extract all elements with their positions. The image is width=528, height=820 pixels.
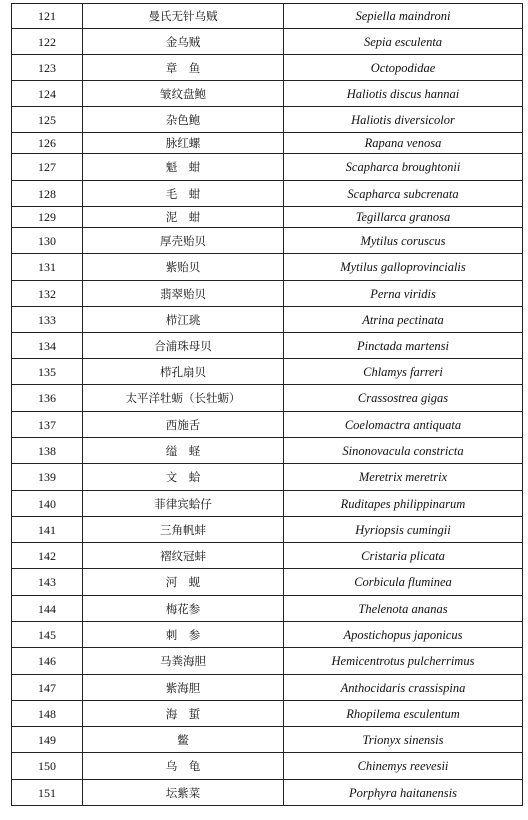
chinese-name-cell: 梅花参 <box>83 596 284 622</box>
table-row <box>12 333 523 359</box>
chinese-name-cell: 厚壳贻贝 <box>83 228 284 254</box>
table-row <box>12 154 523 181</box>
chinese-name-cell: 河 蚬 <box>83 569 284 596</box>
scientific-name-cell: Trionyx sinensis <box>284 727 523 753</box>
row-number-cell: 126 <box>12 133 83 154</box>
table-row <box>12 543 523 569</box>
chinese-name-cell: 魁 蚶 <box>83 154 284 181</box>
species-table-body <box>12 4 523 806</box>
row-number-cell: 122 <box>12 29 83 55</box>
table-row <box>12 254 523 281</box>
scientific-name-cell: Rhopilema esculentum <box>284 701 523 727</box>
row-number-cell: 148 <box>12 701 83 727</box>
row-number-cell: 135 <box>12 359 83 385</box>
chinese-name-cell: 章 鱼 <box>83 55 284 81</box>
table-row <box>12 385 523 412</box>
row-number-cell: 145 <box>12 622 83 648</box>
scientific-name-cell: Corbicula fluminea <box>284 569 523 596</box>
scientific-name-cell: Coelomactra antiquata <box>284 412 523 438</box>
table-row <box>12 359 523 385</box>
row-number-cell: 150 <box>12 753 83 780</box>
chinese-name-cell: 毛 蚶 <box>83 181 284 207</box>
row-number-cell: 142 <box>12 543 83 569</box>
chinese-name-cell: 曼氏无针乌贼 <box>83 4 284 29</box>
table-row <box>12 596 523 622</box>
scientific-name-cell: Chinemys reevesii <box>284 753 523 780</box>
row-number-cell: 123 <box>12 55 83 81</box>
table-row <box>12 281 523 307</box>
row-number-cell: 133 <box>12 307 83 333</box>
scientific-name-cell: Tegillarca granosa <box>284 207 523 228</box>
table-row <box>12 464 523 491</box>
chinese-name-cell: 三角帆蚌 <box>83 517 284 543</box>
scientific-name-cell: Hyriopsis cumingii <box>284 517 523 543</box>
scientific-name-cell: Rapana venosa <box>284 133 523 154</box>
species-table <box>11 3 523 806</box>
table-row <box>12 517 523 543</box>
chinese-name-cell: 乌 龟 <box>83 753 284 780</box>
row-number-cell: 131 <box>12 254 83 281</box>
scientific-name-cell: Atrina pectinata <box>284 307 523 333</box>
row-number-cell: 121 <box>12 4 83 29</box>
chinese-name-cell: 皱纹盘鲍 <box>83 81 284 107</box>
scientific-name-cell: Mytilus galloprovincialis <box>284 254 523 281</box>
scientific-name-cell: Scapharca broughtonii <box>284 154 523 181</box>
scientific-name-cell: Haliotis diversicolor <box>284 107 523 133</box>
row-number-cell: 137 <box>12 412 83 438</box>
table-row <box>12 622 523 648</box>
table-row <box>12 307 523 333</box>
chinese-name-cell: 紫海胆 <box>83 675 284 701</box>
row-number-cell: 144 <box>12 596 83 622</box>
row-number-cell: 128 <box>12 181 83 207</box>
table-row <box>12 228 523 254</box>
table-row <box>12 780 523 806</box>
chinese-name-cell: 马粪海胆 <box>83 648 284 675</box>
row-number-cell: 132 <box>12 281 83 307</box>
chinese-name-cell: 翡翠贻贝 <box>83 281 284 307</box>
chinese-name-cell: 太平洋牡蛎（长牡蛎） <box>83 385 284 412</box>
table-row <box>12 81 523 107</box>
row-number-cell: 143 <box>12 569 83 596</box>
scientific-name-cell: Perna viridis <box>284 281 523 307</box>
scientific-name-cell: Sepia esculenta <box>284 29 523 55</box>
scientific-name-cell: Pinctada martensi <box>284 333 523 359</box>
scientific-name-cell: Haliotis discus hannai <box>284 81 523 107</box>
chinese-name-cell: 泥 蚶 <box>83 207 284 228</box>
row-number-cell: 151 <box>12 780 83 806</box>
chinese-name-cell: 杂色鲍 <box>83 107 284 133</box>
row-number-cell: 124 <box>12 81 83 107</box>
scientific-name-cell: Porphyra haitanensis <box>284 780 523 806</box>
row-number-cell: 141 <box>12 517 83 543</box>
table-row <box>12 569 523 596</box>
scientific-name-cell: Anthocidaris crassispina <box>284 675 523 701</box>
table-row <box>12 4 523 29</box>
scientific-name-cell: Scapharca subcrenata <box>284 181 523 207</box>
scientific-name-cell: Ruditapes philippinarum <box>284 491 523 517</box>
chinese-name-cell: 坛紫菜 <box>83 780 284 806</box>
chinese-name-cell: 菲律宾蛤仔 <box>83 491 284 517</box>
row-number-cell: 125 <box>12 107 83 133</box>
scientific-name-cell: Crassostrea gigas <box>284 385 523 412</box>
chinese-name-cell: 刺 参 <box>83 622 284 648</box>
table-row <box>12 753 523 780</box>
scientific-name-cell: Apostichopus japonicus <box>284 622 523 648</box>
table-row <box>12 55 523 81</box>
table-row <box>12 181 523 207</box>
chinese-name-cell: 褶纹冠蚌 <box>83 543 284 569</box>
table-row <box>12 29 523 55</box>
row-number-cell: 136 <box>12 385 83 412</box>
chinese-name-cell: 合浦珠母贝 <box>83 333 284 359</box>
scientific-name-cell: Hemicentrotus pulcherrimus <box>284 648 523 675</box>
table-row <box>12 412 523 438</box>
chinese-name-cell: 栉江珧 <box>83 307 284 333</box>
table-row <box>12 701 523 727</box>
table-row <box>12 133 523 154</box>
scientific-name-cell: Octopodidae <box>284 55 523 81</box>
chinese-name-cell: 鳖 <box>83 727 284 753</box>
scientific-name-cell: Meretrix meretrix <box>284 464 523 491</box>
chinese-name-cell: 栉孔扇贝 <box>83 359 284 385</box>
scientific-name-cell: Sepiella maindroni <box>284 4 523 29</box>
scientific-name-cell: Thelenota ananas <box>284 596 523 622</box>
row-number-cell: 127 <box>12 154 83 181</box>
chinese-name-cell: 海 蜇 <box>83 701 284 727</box>
table-row <box>12 438 523 464</box>
table-row <box>12 207 523 228</box>
chinese-name-cell: 文 蛤 <box>83 464 284 491</box>
chinese-name-cell: 紫贻贝 <box>83 254 284 281</box>
row-number-cell: 140 <box>12 491 83 517</box>
chinese-name-cell: 缢 蛏 <box>83 438 284 464</box>
chinese-name-cell: 西施舌 <box>83 412 284 438</box>
row-number-cell: 146 <box>12 648 83 675</box>
scientific-name-cell: Chlamys farreri <box>284 359 523 385</box>
scientific-name-cell: Mytilus coruscus <box>284 228 523 254</box>
row-number-cell: 147 <box>12 675 83 701</box>
row-number-cell: 130 <box>12 228 83 254</box>
table-row <box>12 675 523 701</box>
row-number-cell: 139 <box>12 464 83 491</box>
table-row <box>12 727 523 753</box>
row-number-cell: 134 <box>12 333 83 359</box>
table-row <box>12 491 523 517</box>
scientific-name-cell: Sinonovacula constricta <box>284 438 523 464</box>
row-number-cell: 129 <box>12 207 83 228</box>
row-number-cell: 149 <box>12 727 83 753</box>
chinese-name-cell: 脉红螺 <box>83 133 284 154</box>
table-row <box>12 648 523 675</box>
scientific-name-cell: Cristaria plicata <box>284 543 523 569</box>
table-row <box>12 107 523 133</box>
chinese-name-cell: 金乌贼 <box>83 29 284 55</box>
row-number-cell: 138 <box>12 438 83 464</box>
